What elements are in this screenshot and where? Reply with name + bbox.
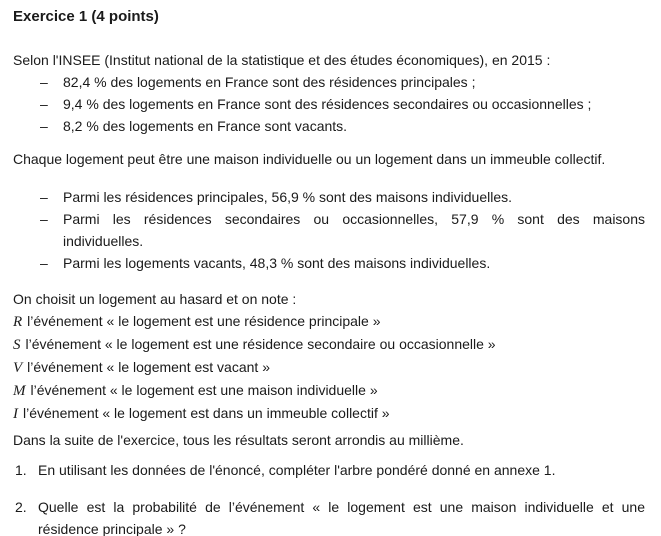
- list-item: [13, 71, 645, 93]
- event-symbol: V: [13, 360, 23, 376]
- events-list: [13, 310, 645, 425]
- event-symbol: M: [13, 383, 26, 399]
- event-symbol: S: [13, 337, 21, 353]
- event-text: l’événement « le logement est dans un immeuble collectif »: [23, 405, 390, 421]
- list-item: [13, 115, 645, 137]
- list-item: [13, 186, 645, 208]
- question-text: [38, 496, 645, 536]
- event-definition: [13, 402, 645, 425]
- dash-bullet: –: [40, 118, 48, 134]
- list-item: [13, 93, 645, 115]
- dash-bullet: –: [40, 96, 48, 112]
- list-item-text: Parmi les logements vacants, 48,3 % sont des maisons individuelles.: [63, 255, 491, 271]
- event-definition: [13, 310, 645, 333]
- dash-bullet: –: [40, 74, 48, 90]
- list-item-text: Parmi les résidences principales, 56,9 % sont des maisons individuelles.: [63, 189, 512, 205]
- list-item-line: Parmi les résidences secondaires ou occasionnelles, 57,9 % sont des maisons: [63, 211, 645, 227]
- event-definition: [13, 333, 645, 356]
- list-item: [13, 252, 645, 274]
- dash-bullet: –: [40, 211, 48, 227]
- question-text: En utilisant les données de l'énoncé, compléter l'arbre pondéré donné en annexe 1.: [38, 462, 556, 478]
- question-line: résidence principale » ?: [38, 521, 186, 536]
- list-item-text: 9,4 % des logements en France sont des résidences secondaires ou occasionnelles ;: [63, 96, 592, 112]
- list-item-text: 8,2 % des logements en France sont vacants.: [63, 118, 348, 134]
- dash-bullet: –: [40, 189, 48, 205]
- housing-paragraph: Chaque logement peut être une maison individuelle ou un logement dans un immeuble collectif.: [13, 151, 606, 167]
- maison-list: [13, 186, 645, 274]
- rounding-paragraph: Dans la suite de l'exercice, tous les résultats seront arrondis au millième.: [13, 432, 464, 448]
- list-item-text: 82,4 % des logements en France sont des résidences principales ;: [63, 74, 476, 90]
- question-2: [13, 496, 645, 536]
- question-1: [13, 459, 645, 481]
- list-item-line: individuelles.: [63, 233, 144, 249]
- event-text: l’événement « le logement est une maison individuelle »: [30, 382, 378, 398]
- choice-paragraph: On choisit un logement au hasard et on note :: [13, 291, 297, 307]
- event-text: l’événement « le logement est une résidence principale »: [27, 313, 381, 329]
- question-number: 2.: [15, 499, 27, 515]
- question-number: 1.: [15, 462, 27, 478]
- question-line: Quelle est la probabilité de l’événement « le logement est une maison individuelle et une: [38, 499, 645, 515]
- event-symbol: R: [13, 314, 23, 330]
- event-text: l’événement « le logement est une résidence secondaire ou occasionnelle »: [25, 336, 496, 352]
- event-symbol: I: [13, 406, 18, 422]
- list-item-text: [63, 208, 645, 252]
- event-definition: [13, 379, 645, 402]
- exercise-title: Exercice 1 (4 points): [13, 8, 159, 25]
- list-item: [13, 208, 645, 252]
- insee-list: [13, 71, 645, 137]
- intro-paragraph: Selon l'INSEE (Institut national de la statistique et des études économiques), en 2015 :: [13, 52, 551, 68]
- dash-bullet: –: [40, 255, 48, 271]
- event-definition: [13, 356, 645, 379]
- event-text: l’événement « le logement est vacant »: [27, 359, 270, 375]
